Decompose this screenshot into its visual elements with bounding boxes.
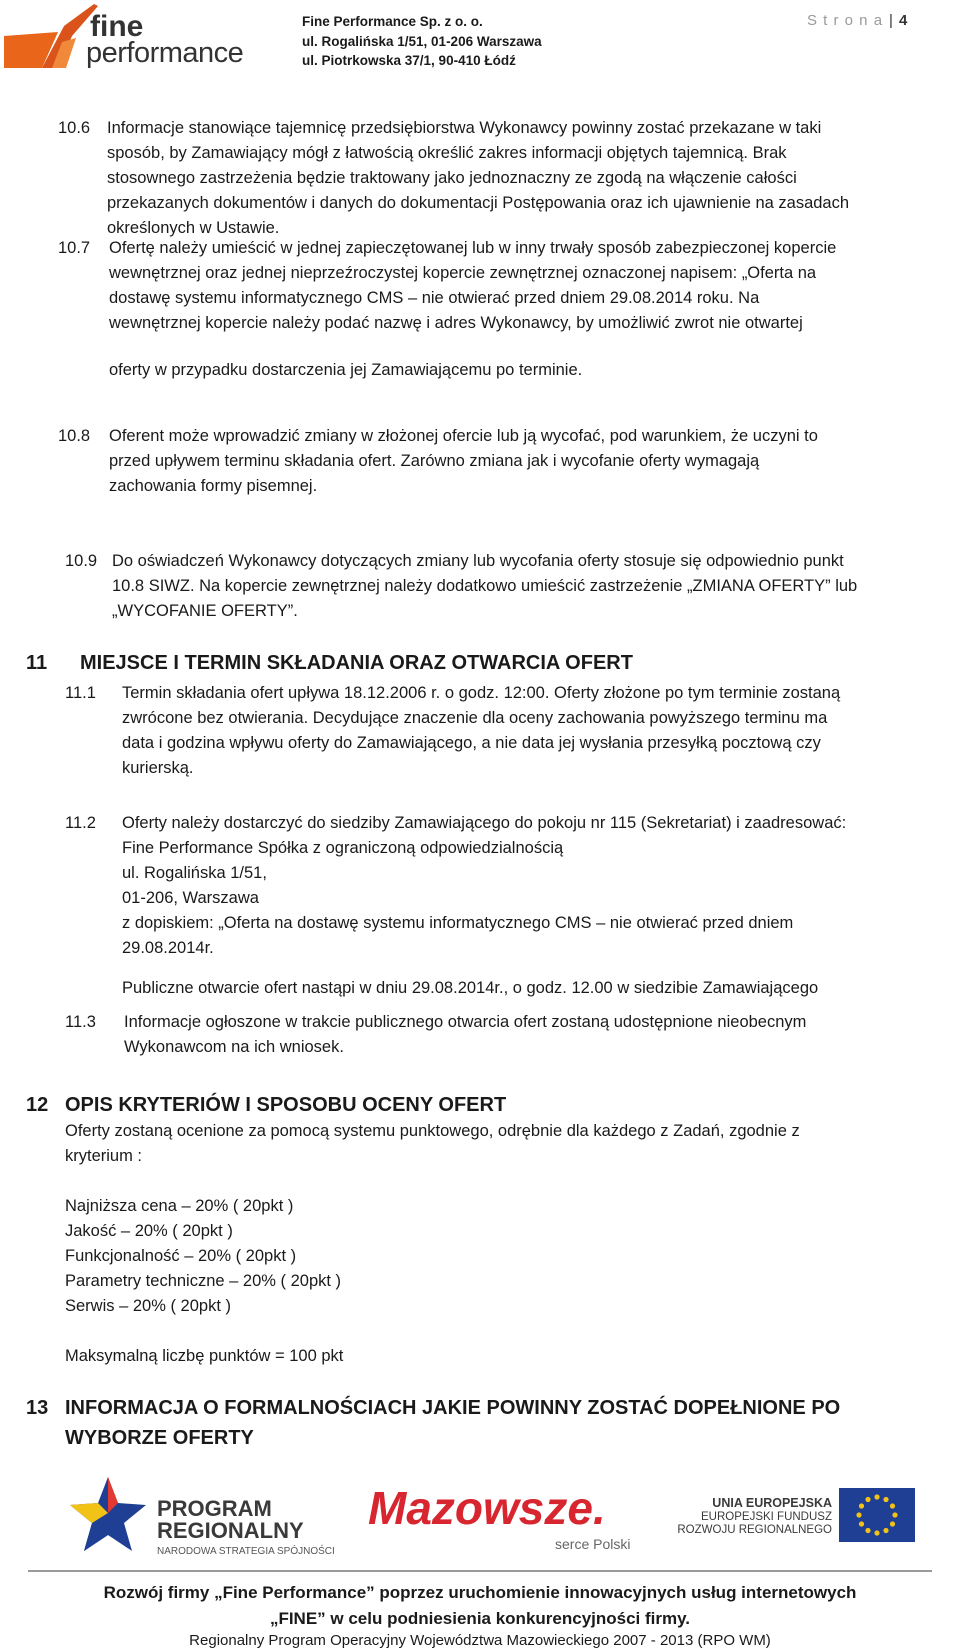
section-number: 10.9 <box>65 552 98 570</box>
text-line: 10.8 SIWZ. Na kopercie zewnętrznej należy dodatkowo umieścić zastrzeżenie „ZMIANA OFERTY” lub <box>112 577 858 595</box>
text-line: Informacje stanowiące tajemnicę przedsiębiorstwa Wykonawcy powinny zostać przekazane w taki <box>107 119 822 137</box>
footer-line3: Regionalny Program Operacyjny Województwa Mazowieckiego 2007 - 2013 (RPO WM) <box>189 1632 771 1649</box>
eu-line1: UNIA EUROPEJSKA <box>712 1496 832 1510</box>
text-line: oferty w przypadku dostarczenia jej Zamawiającemu po terminie. <box>109 361 583 379</box>
header-address-1: ul. Rogalińska 1/51, 01-206 Warszawa <box>302 34 542 49</box>
text-line: Termin składania ofert upływa 18.12.2006 r. o godz. 12:00. Oferty złożone po tym terminie zostaną <box>122 684 841 702</box>
text-line: 01-206, Warszawa <box>122 889 259 907</box>
mazowsze-tagline: serce Polski <box>555 1536 631 1552</box>
text-line: stosownego zastrzeżenia będzie traktowany jako jednoznaczny ze zgodą na włączenie całości <box>107 169 797 187</box>
mazowsze-logo: Mazowsze. <box>368 1482 606 1534</box>
intro-line: kryterium : <box>65 1147 143 1165</box>
heading-title: MIEJSCE I TERMIN SKŁADANIA ORAZ OTWARCIA OFERT <box>80 652 633 674</box>
text-line: data i godzina wpływu oferty do Zamawiającego, a nie data jej wysłania przesyłką pocztową czy <box>122 734 821 752</box>
text-line: Ofertę należy umieścić w jednej zapieczętowanej lub w inny trwały sposób zabezpieczonej kopercie <box>109 239 837 257</box>
eu-line2: EUROPEJSKI FUNDUSZ <box>701 1511 832 1523</box>
text-line: wewnętrznej kopercie należy podać nazwę i adres Wykonawcy, by umożliwić zwrot nie otwartej <box>109 314 803 332</box>
footer-line2: „FINE” w celu podniesienia konkurencyjności firmy. <box>269 1609 691 1628</box>
section-number: 10.6 <box>58 119 91 137</box>
max-points: Maksymalną liczbę punktów = 100 pkt <box>65 1347 344 1365</box>
text-line: 29.08.2014r. <box>122 939 214 957</box>
section-number: 11.2 <box>65 814 96 832</box>
page-separator: | <box>889 12 893 29</box>
heading-number: 11 <box>26 652 48 674</box>
section-number: 11.1 <box>65 684 96 702</box>
heading-title: OPIS KRYTERIÓW I SPOSOBU OCENY OFERT <box>65 1094 507 1116</box>
section-text <box>107 116 927 241</box>
footer-divider <box>28 1570 932 1572</box>
text-line: „WYCOFANIE OFERTY”. <box>112 602 298 620</box>
intro-line: Oferty zostaną ocenione za pomocą systemu punktowego, odrębnie dla każdego z Zadań, zgodnie z <box>65 1122 800 1140</box>
section-text <box>122 811 952 1001</box>
heading-line: WYBORZE OFERTY <box>65 1427 254 1449</box>
text-line: wewnętrznej oraz jednej nieprzeźroczystej kopercie zewnętrznej oznaczonej napisem: „Oferta na <box>109 264 817 282</box>
criterion-item: Najniższa cena – 20% ( 20pkt ) <box>65 1197 294 1215</box>
text-line: zachowania formy pisemnej. <box>109 477 318 495</box>
program-regionalny-star-icon <box>68 1473 150 1561</box>
section-number: 10.7 <box>58 239 91 257</box>
section-text <box>109 424 929 499</box>
text-line: dostawę systemu informatycznego CMS – nie otwierać przed dniem 29.08.2014 roku. Na <box>109 289 760 307</box>
text-line: Oferent może wprowadzić zmiany w złożonej ofercie lub ją wycofać, pod warunkiem, że uczyni to <box>109 427 818 445</box>
program-regionalny-line2: REGIONALNY <box>157 1518 304 1543</box>
page-number: 4 <box>899 12 908 29</box>
text-line: Do oświadczeń Wykonawcy dotyczących zmiany lub wycofania oferty stosuje się odpowiednio punkt <box>112 552 844 570</box>
heading-number: 13 <box>26 1397 49 1419</box>
text-line: przed upływem terminu składania ofert. Zarówno zmiana jak i wycofanie oferty wymagają <box>109 452 760 470</box>
section-text <box>122 681 952 781</box>
text-line: z dopiskiem: „Oferta na dostawę systemu informatycznego CMS – nie otwierać przed dniem <box>122 914 794 932</box>
section-number: 10.8 <box>58 427 91 445</box>
logo-word-fine: fine <box>90 10 144 43</box>
footer-line1: Rozwój firmy „Fine Performance” poprzez uruchomienie innowacyjnych usług internetowych <box>103 1583 857 1602</box>
criterion-item: Serwis – 20% ( 20pkt ) <box>65 1297 231 1315</box>
eu-flag-icon <box>839 1488 915 1542</box>
logo-word-performance: performance <box>86 37 244 69</box>
text-line: Informacje ogłoszone w trakcie publicznego otwarcia ofert zostaną udostępnione nieobecnym <box>124 1013 807 1031</box>
text-line: określonych w Ustawie. <box>107 219 280 237</box>
text-line: sposób, by Zamawiający mógł z łatwością określić zakres informacji objętych tajemnicą. Brak <box>107 144 787 162</box>
heading-line: INFORMACJA O FORMALNOŚCIACH JAKIE POWINNY ZOSTAĆ DOPEŁNIONE PO <box>65 1397 841 1419</box>
text-line: Oferty należy dostarczyć do siedziby Zamawiającego do pokoju nr 115 (Sekretariat) i zaadresować: <box>122 814 847 832</box>
eu-line3: ROZWOJU REGIONALNEGO <box>677 1524 832 1536</box>
section-text <box>109 236 929 383</box>
section-number: 11.3 <box>65 1013 96 1031</box>
text-line: ul. Rogalińska 1/51, <box>122 864 267 882</box>
heading-number: 12 <box>26 1094 49 1116</box>
text-line: zwrócone bez otwierania. Decydujące znaczenie dla oceny zachowania powyższego terminu ma <box>122 709 828 727</box>
criterion-item: Jakość – 20% ( 20pkt ) <box>65 1222 233 1240</box>
criterion-item: Parametry techniczne – 20% ( 20pkt ) <box>65 1272 342 1290</box>
text-line: przekazanych dokumentów i danych do dokumentacji Postępowania oraz ich ujawnienie na zasadach <box>107 194 850 212</box>
header-address-2: ul. Piotrkowska 37/1, 90-410 Łódź <box>302 53 516 68</box>
opening-text: Publiczne otwarcie ofert nastąpi w dniu 29.08.2014r., o godz. 12.00 w siedzibie Zamawiającego <box>122 979 819 997</box>
program-regionalny-line1: PROGRAM <box>157 1496 272 1521</box>
section-text <box>65 1119 925 1369</box>
text-line: Fine Performance Spółka z ograniczoną odpowiedzialnością <box>122 839 564 857</box>
program-regionalny-line3: NARODOWA STRATEGIA SPÓJNOŚCI <box>157 1546 335 1557</box>
text-line: Wykonawcom na ich wniosek. <box>124 1038 344 1056</box>
section-text <box>124 1010 954 1060</box>
text-line: kurierską. <box>122 759 194 777</box>
header-company: Fine Performance Sp. z o. o. <box>302 14 483 29</box>
criterion-item: Funkcjonalność – 20% ( 20pkt ) <box>65 1247 297 1265</box>
heading-title <box>65 1393 840 1453</box>
page-label: S t r o n a <box>807 12 884 29</box>
section-text <box>112 549 942 624</box>
